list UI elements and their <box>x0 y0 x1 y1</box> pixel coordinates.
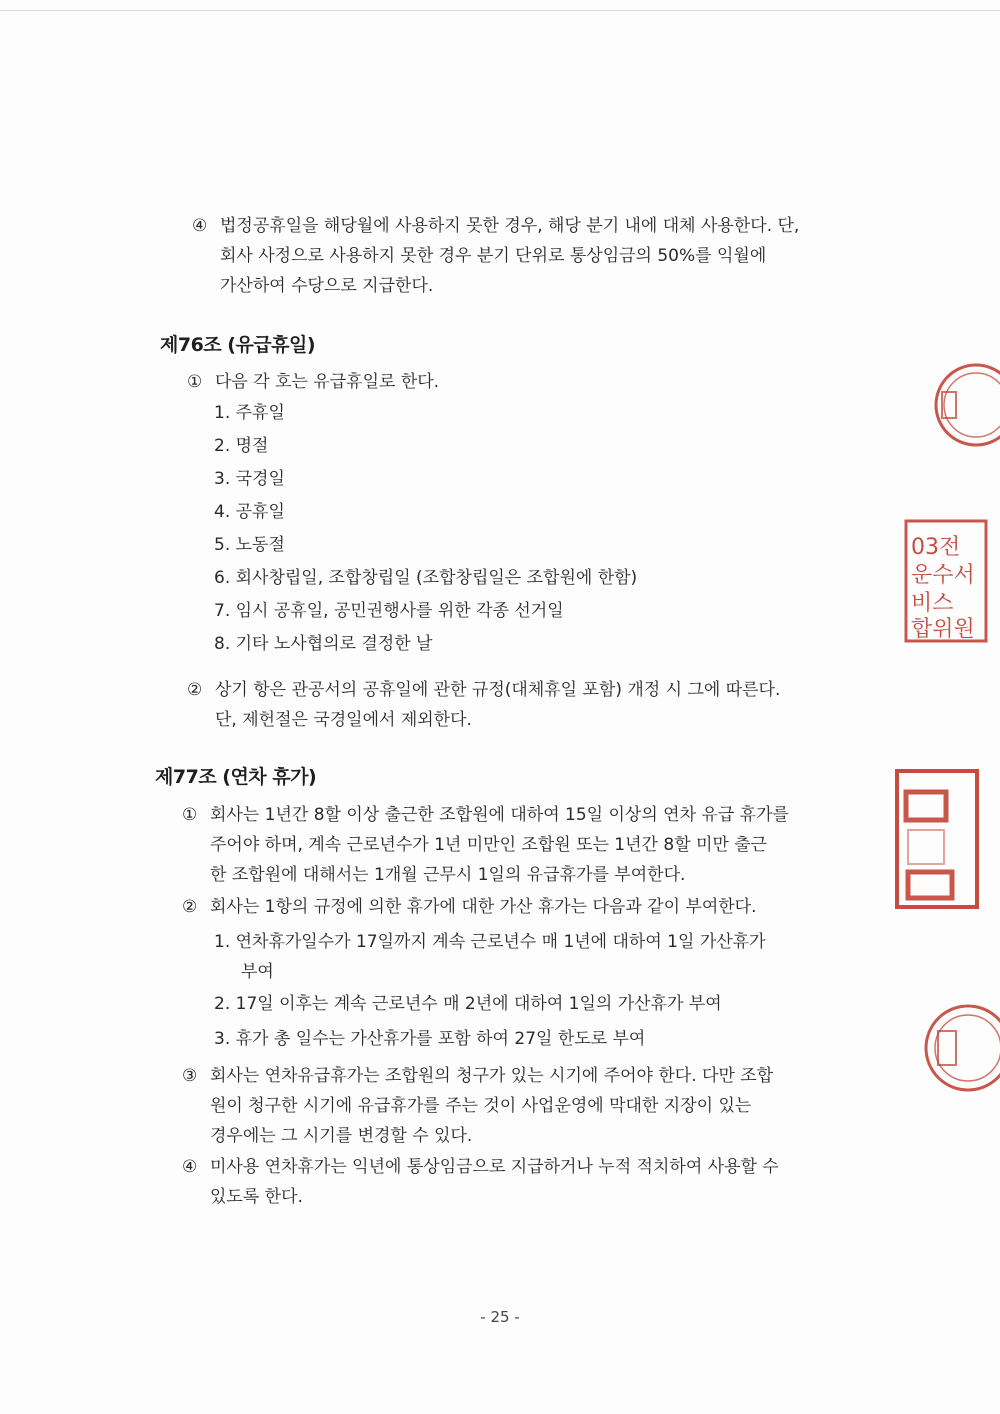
paragraph-text: 있도록 한다. <box>210 1187 303 1207</box>
paragraph-marker: ③ <box>182 1066 198 1086</box>
list-item: 6. 회사창립일, 조합창립일 (조합창립일은 조합원에 한함) <box>214 568 638 588</box>
seal-text: 03전 <box>911 535 961 560</box>
paragraph-marker: ① <box>187 372 203 392</box>
paragraph-text: 다음 각 호는 유급휴일로 한다. <box>215 372 440 392</box>
seal-text: 운수서 <box>911 563 975 588</box>
paragraph-text: 한 조합원에 대해서는 1개월 근무시 1일의 유급휴가를 부여한다. <box>210 865 686 885</box>
article-77-paragraph-3 <box>182 1061 773 1151</box>
article-76-heading: 제76조 (유급휴일) <box>160 334 316 356</box>
list-item: 8. 기타 노사협의로 결정한 날 <box>214 634 433 654</box>
paragraph-marker: ① <box>182 805 198 825</box>
paragraph-text: 가산하여 수당으로 지급한다. <box>220 276 434 296</box>
paragraph-text: 회사는 1년간 8할 이상 출근한 조합원에 대하여 15일 이상의 연차 유급 휴가를 <box>210 805 789 825</box>
paragraph-4-prev <box>192 211 799 301</box>
list-item: 1. 연차휴가일수가 17일까지 계속 근로년수 매 1년에 대하여 1일 가산휴가 <box>214 932 766 952</box>
paragraph-text: 단, 제헌절은 국경일에서 제외한다. <box>215 710 472 730</box>
paragraph-line <box>192 211 799 241</box>
paragraph-text: 경우에는 그 시기를 변경할 수 있다. <box>210 1126 473 1146</box>
article-77-paragraph-2 <box>182 892 757 922</box>
paragraph-text: 회사는 연차유급휴가는 조합원의 청구가 있는 시기에 주어야 한다. 다만 조합 <box>210 1066 774 1086</box>
article-77-item-1 <box>214 927 766 987</box>
square-seal-union <box>903 518 975 646</box>
article-77-paragraph-1 <box>182 800 789 890</box>
list-item: 5. 노동절 <box>214 535 285 555</box>
seal-text: 비스 <box>911 591 954 616</box>
article-77-paragraph-4 <box>182 1152 779 1212</box>
article-77-item-2 <box>214 989 722 1019</box>
paragraph-marker: ④ <box>192 216 208 236</box>
article-76-item-list <box>214 397 637 661</box>
round-seal-2 <box>920 1003 966 1093</box>
paragraph-marker: ② <box>187 680 203 700</box>
paragraph-text: 미사용 연차휴가는 익년에 통상임금으로 지급하거나 누적 적치하여 사용할 수 <box>210 1157 779 1177</box>
round-seal-1 <box>930 362 970 448</box>
list-item: 2. 17일 이후는 계속 근로년수 매 2년에 대하여 1일의 가산휴가 부여 <box>214 994 722 1014</box>
article-77-heading: 제77조 (연차 휴가) <box>155 766 317 788</box>
paragraph-text: 회사는 1항의 규정에 의한 휴가에 대한 가산 휴가는 다음과 같이 부여한다. <box>210 897 757 917</box>
page-number: - 25 - <box>480 1308 520 1326</box>
paragraph-text: 원이 청구한 시기에 유급휴가를 주는 것이 사업운영에 막대한 지장이 있는 <box>210 1096 752 1116</box>
paragraph-text: 법정공휴일을 해당월에 사용하지 못한 경우, 해당 분기 내에 대체 사용한다. 단, <box>220 216 800 236</box>
paragraph-text: 회사 사정으로 사용하지 못한 경우 분기 단위로 통상임금의 50%를 익월에 <box>220 246 767 266</box>
list-item: 4. 공휴일 <box>214 502 285 522</box>
list-item: 2. 명절 <box>214 436 269 456</box>
paragraph-text: 주어야 하며, 계속 근로년수가 1년 미만인 조합원 또는 1년간 8할 미만 출근 <box>210 835 768 855</box>
paragraph-text: 상기 항은 관공서의 공휴일에 관한 규정(대체휴일 포함) 개정 시 그에 따른다. <box>215 680 781 700</box>
article-77-item-3 <box>214 1024 645 1054</box>
list-item: 3. 국경일 <box>214 469 285 489</box>
article-76-paragraph-2 <box>187 675 780 735</box>
seal-text: 합위원 <box>911 617 975 642</box>
list-item: 1. 주휴일 <box>214 403 285 423</box>
paragraph-marker: ② <box>182 897 198 917</box>
list-item: 3. 휴가 총 일수는 가산휴가를 포함 하여 27일 한도로 부여 <box>214 1029 646 1049</box>
paragraph-marker: ④ <box>182 1157 198 1177</box>
article-76-paragraph-1 <box>187 367 439 397</box>
list-item: 7. 임시 공휴일, 공민권행사를 위한 각종 선거일 <box>214 601 564 621</box>
square-seal-company <box>894 768 966 910</box>
list-item-continuation: 부여 <box>241 962 274 982</box>
